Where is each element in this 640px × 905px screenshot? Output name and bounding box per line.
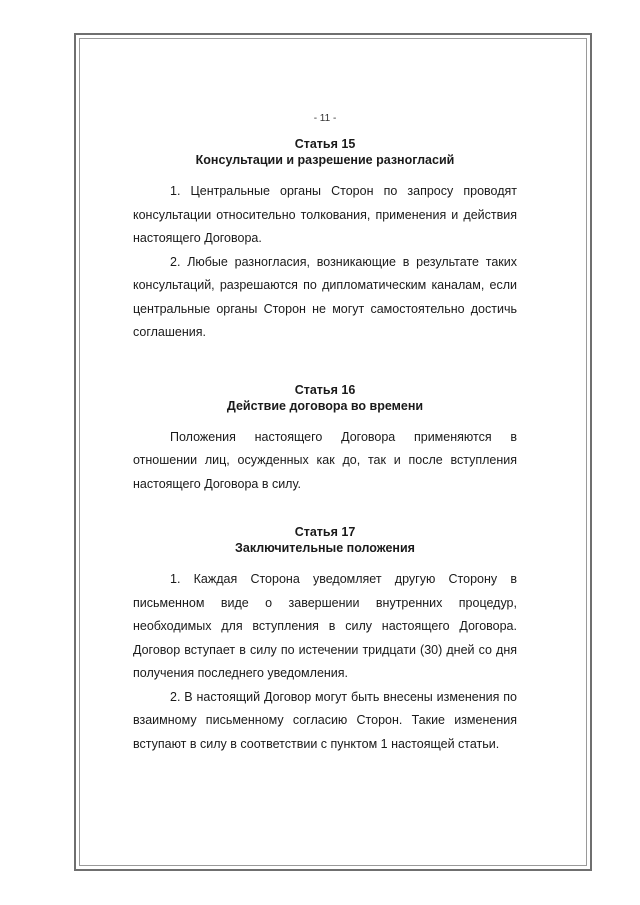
article-number: Статья 15 xyxy=(294,137,356,151)
section-spacer xyxy=(133,496,517,524)
article-title: Консультации и разрешение разногласий xyxy=(195,153,455,167)
document-body xyxy=(133,113,517,756)
paragraph: 1. Центральные органы Сторон по запросу проводят консультации относительно толкования, применения и действия настоящего Договора. xyxy=(133,184,517,245)
article-title: Заключительные положения xyxy=(235,541,415,555)
article-number: Статья 17 xyxy=(294,525,356,539)
paragraph: Положения настоящего Договора применяются в отношении лиц, осужденных как до, так и после вступления настоящего Договора в силу. xyxy=(133,429,517,491)
paragraph: 1. Каждая Сторона уведомляет другую Сторону в письменном виде о завершении внутренних процедур, необходимых для вступления в силу настоящего Договора. Договор вступает в силу по истечении тридцати (30) дней со дня получения последнего уведомления. xyxy=(133,572,517,680)
article-15 xyxy=(133,136,517,345)
article-title: Действие договора во времени xyxy=(226,398,424,413)
paragraph: 2. Любые разногласия, возникающие в результате таких консультаций, разрешаются по дипломатическим каналам, если центральные органы Сторон не могут самостоятельно достичь соглашения. xyxy=(133,254,517,339)
article-17 xyxy=(133,524,517,756)
section-spacer xyxy=(133,345,517,382)
page-number: - 11 - xyxy=(313,113,337,124)
article-16 xyxy=(133,382,517,497)
paragraph: 2. В настоящий Договор могут быть внесены изменения по взаимному письменному согласию Сторон. Такие изменения вступают в силу в соответствии с пунктом 1 настоящей статьи. xyxy=(133,689,517,751)
article-number: Статья 16 xyxy=(294,382,356,397)
